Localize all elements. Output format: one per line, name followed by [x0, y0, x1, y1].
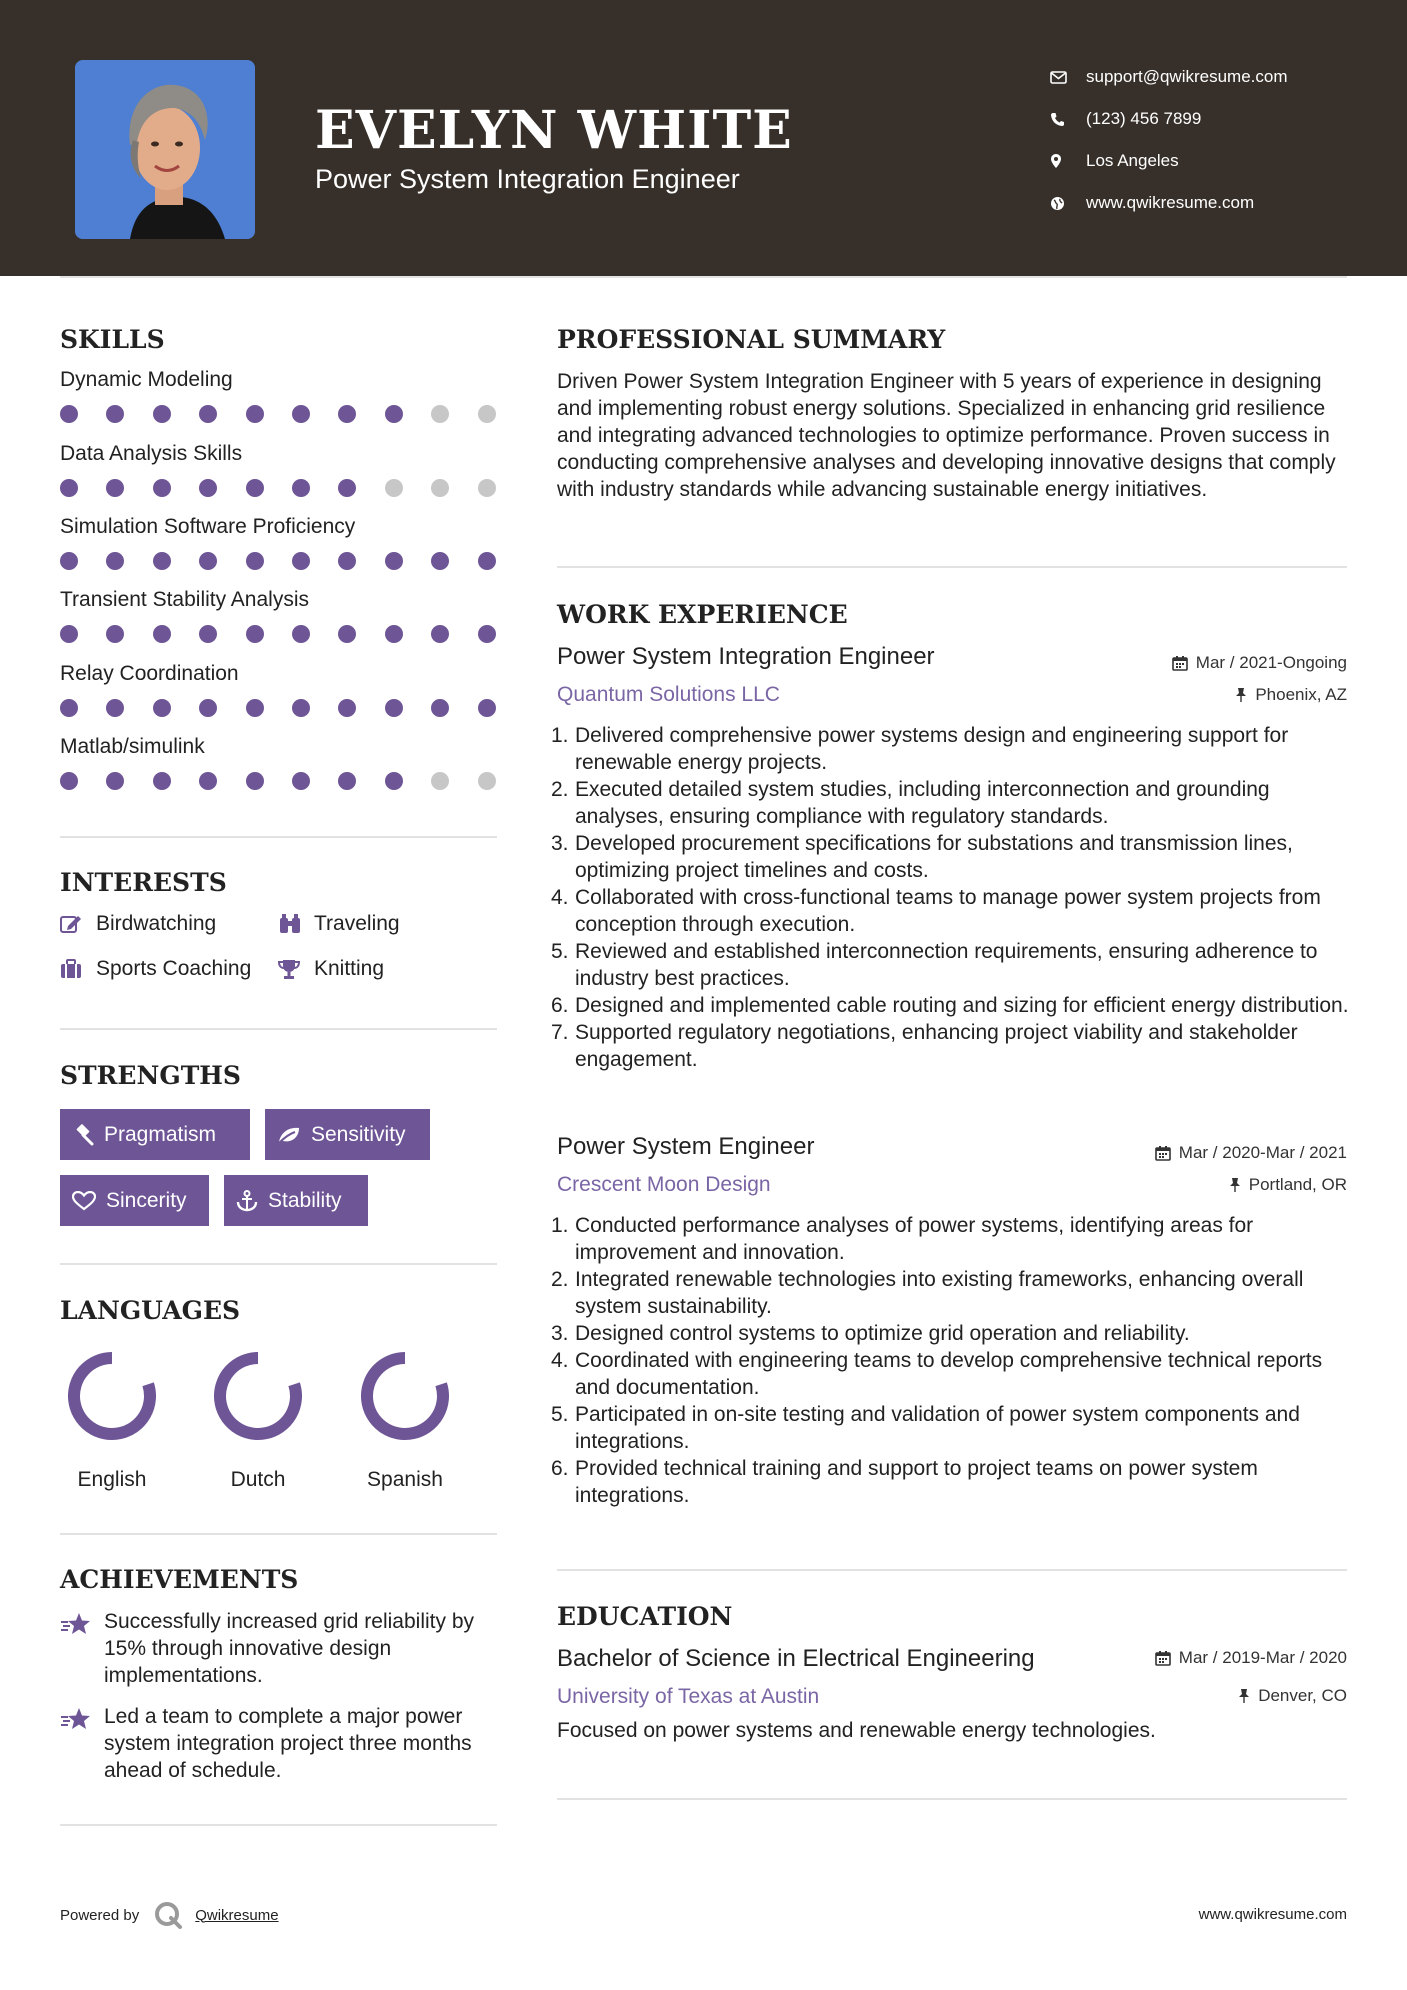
- skill-dot-filled: [338, 552, 356, 570]
- skill-dot-filled: [60, 405, 78, 423]
- footer-powered-by: [60, 1900, 279, 1930]
- skill-name: Transient Stability Analysis: [60, 588, 309, 611]
- binoculars-icon: [278, 914, 314, 934]
- candidate-name: EVELYN WHITE: [315, 100, 793, 161]
- skill-dot-filled: [199, 625, 217, 643]
- contact-website[interactable]: [1050, 182, 1288, 224]
- interest-label: Birdwatching: [96, 912, 217, 935]
- skill-dot-filled: [292, 405, 310, 423]
- achievement-text: Led a team to complete a major power system integration project three months ahead of schedule.: [104, 1705, 472, 1782]
- gavel-icon: [72, 1124, 94, 1146]
- skill-dot-filled: [106, 552, 124, 570]
- language-item: [193, 1348, 323, 1492]
- skill-dot-empty: [478, 405, 496, 423]
- star-icon: [60, 1608, 104, 1689]
- leaf-icon: [277, 1126, 301, 1144]
- skill-name: Simulation Software Proficiency: [60, 515, 356, 538]
- section-divider: [557, 566, 1347, 568]
- skill-dot-filled: [478, 552, 496, 570]
- footer-website[interactable]: www.qwikresume.com: [1198, 1906, 1347, 1923]
- language-name: Spanish: [367, 1468, 443, 1491]
- skill-dot-filled: [199, 479, 217, 497]
- skill-dot-empty: [431, 479, 449, 497]
- skill-dot-filled: [385, 625, 403, 643]
- skill-dot-filled: [60, 699, 78, 717]
- thumbtack-icon: [1238, 1688, 1250, 1704]
- briefcase-icon: [60, 959, 96, 979]
- skill-dot-filled: [60, 625, 78, 643]
- language-gauge: [64, 1348, 160, 1444]
- contact-email-text: support@qwikresume.com: [1086, 67, 1288, 86]
- skill-dot-filled: [246, 625, 264, 643]
- skill-dot-filled: [106, 405, 124, 423]
- qwikresume-logo-icon: [153, 1900, 183, 1930]
- skill-dot-filled: [106, 699, 124, 717]
- skill-dot-empty: [431, 772, 449, 790]
- bullet-item: 5. Reviewed and established interconnection requirements, ensuring adherence to industry best practices.: [551, 940, 1318, 990]
- skill-dot-filled: [431, 625, 449, 643]
- skill-dot-filled: [60, 552, 78, 570]
- skill-dot-filled: [153, 699, 171, 717]
- job-dates-text: Mar / 2020-Mar / 2021: [1178, 1143, 1347, 1162]
- edit-icon: [60, 914, 96, 934]
- candidate-title: Power System Integration Engineer: [315, 164, 740, 194]
- job-location-text: Phoenix, AZ: [1255, 685, 1347, 704]
- anchor-icon: [236, 1190, 258, 1212]
- bullet-item: 5. Participated in on-site testing and validation of power system components and integrations.: [551, 1403, 1300, 1453]
- resume-header: [0, 0, 1407, 276]
- skill-name: Dynamic Modeling: [60, 368, 233, 391]
- bullet-item: 7. Supported regulatory negotiations, enhancing project viability and stakeholder engagement.: [551, 1021, 1298, 1071]
- heart-icon: [72, 1191, 96, 1211]
- strength-label: Stability: [268, 1188, 342, 1212]
- strengths-heading: STRENGTHS: [60, 1061, 241, 1090]
- header-divider: [60, 276, 1347, 278]
- skill-dot-filled: [153, 772, 171, 790]
- education-location-text: Denver, CO: [1258, 1686, 1347, 1705]
- achievement-item: [60, 1608, 500, 1689]
- contact-phone-text: (123) 456 7899: [1086, 109, 1202, 128]
- language-name: Dutch: [230, 1468, 286, 1491]
- section-divider: [60, 1028, 497, 1030]
- skill-name: Relay Coordination: [60, 662, 239, 685]
- bullet-item: 3. Designed control systems to optimize grid operation and reliability.: [551, 1322, 1190, 1345]
- bullet-item: 6. Provided technical training and support to project teams on power system integrations.: [551, 1457, 1258, 1507]
- skill-dot-filled: [106, 772, 124, 790]
- degree-title: Bachelor of Science in Electrical Engineering: [557, 1645, 1035, 1672]
- skill-dot-filled: [431, 552, 449, 570]
- strength-label: Sincerity: [106, 1188, 187, 1212]
- skill-dot-filled: [338, 625, 356, 643]
- skill-dot-filled: [153, 405, 171, 423]
- envelope-icon: [1050, 71, 1086, 84]
- skill-dot-filled: [292, 625, 310, 643]
- strength-tag: [224, 1175, 368, 1226]
- summary-text: Driven Power System Integration Engineer with 5 years of experience in designing and implementing robust energy solutions. Specialized in enhancing grid resilience and integrating advanced technologies to optimize performance. Proven success in conducting comprehensive analyses and developing innovative designs that comply with industry standards while advancing sustainable energy initiatives.: [557, 370, 1336, 501]
- contact-website-text: www.qwikresume.com: [1086, 193, 1255, 212]
- trophy-icon: [278, 959, 314, 979]
- interest-label: Sports Coaching: [96, 957, 252, 980]
- job-bullets: [551, 722, 1357, 1073]
- skill-dot-filled: [338, 405, 356, 423]
- skill-dot-filled: [199, 405, 217, 423]
- skill-dot-empty: [478, 772, 496, 790]
- skill-dot-filled: [246, 699, 264, 717]
- portrait-image: [75, 60, 255, 239]
- skill-dot-filled: [338, 772, 356, 790]
- strength-label: Pragmatism: [104, 1122, 217, 1146]
- job-location-text: Portland, OR: [1248, 1175, 1347, 1194]
- bullet-item: 3. Developed procurement specifications for substations and transmission lines, optimizing project timelines and costs.: [551, 832, 1293, 882]
- bullet-item: 1. Conducted performance analyses of power systems, identifying areas for improvement and innovation.: [551, 1214, 1254, 1264]
- skill-dot-filled: [292, 479, 310, 497]
- skill-dot-filled: [153, 479, 171, 497]
- qwikresume-link[interactable]: Qwikresume: [195, 1906, 279, 1924]
- skill-dot-filled: [292, 772, 310, 790]
- skill-dot-filled: [60, 772, 78, 790]
- language-item: [340, 1348, 470, 1492]
- job-title: Power System Integration Engineer: [557, 643, 935, 670]
- skill-rating: [60, 405, 500, 423]
- skill-dot-filled: [385, 405, 403, 423]
- section-divider: [60, 1824, 497, 1826]
- skill-dot-filled: [246, 552, 264, 570]
- job-title: Power System Engineer: [557, 1133, 815, 1160]
- job-dates-text: Mar / 2021-Ongoing: [1195, 653, 1347, 672]
- contact-phone[interactable]: [1050, 98, 1288, 140]
- bullet-item: 2. Integrated renewable technologies into existing frameworks, enhancing overall system sustainability.: [551, 1268, 1304, 1318]
- strength-tag: [265, 1109, 430, 1160]
- skill-dot-filled: [246, 479, 264, 497]
- achievement-item: [60, 1703, 500, 1784]
- contact-email[interactable]: [1050, 56, 1288, 98]
- skill-dot-empty: [431, 405, 449, 423]
- interest-label: Traveling: [314, 912, 400, 935]
- skill-name: Matlab/simulink: [60, 735, 205, 758]
- language-gauge: [357, 1348, 453, 1444]
- skill-dot-filled: [153, 625, 171, 643]
- section-divider: [60, 1533, 497, 1535]
- skill-dot-filled: [431, 699, 449, 717]
- company-name: Crescent Moon Design: [557, 1173, 771, 1196]
- interest-label: Knitting: [314, 957, 385, 980]
- map-marker-icon: [1050, 153, 1086, 169]
- job-dates: [1155, 1143, 1347, 1163]
- job-dates: [1172, 653, 1347, 673]
- calendar-icon: [1155, 1145, 1171, 1161]
- bullet-item: 4. Collaborated with cross-functional teams to manage power system projects from conception through execution.: [551, 886, 1321, 936]
- skill-rating: [60, 772, 500, 790]
- strength-tag: [60, 1175, 209, 1226]
- skill-rating: [60, 625, 500, 643]
- calendar-icon: [1155, 1650, 1171, 1666]
- skill-rating: [60, 699, 500, 717]
- company-name: Quantum Solutions LLC: [557, 683, 780, 706]
- education-dates-text: Mar / 2019-Mar / 2020: [1178, 1648, 1347, 1667]
- skill-dot-filled: [106, 625, 124, 643]
- skill-dot-empty: [385, 479, 403, 497]
- skill-dot-filled: [106, 479, 124, 497]
- languages-heading: LANGUAGES: [60, 1296, 241, 1325]
- contact-list: [1050, 56, 1288, 224]
- education-heading: EDUCATION: [557, 1602, 733, 1631]
- language-gauge: [210, 1348, 306, 1444]
- powered-by-text: Powered by: [60, 1906, 140, 1924]
- bullet-item: 4. Coordinated with engineering teams to develop comprehensive technical reports and documentation.: [551, 1349, 1323, 1399]
- contact-location: [1050, 140, 1288, 182]
- skill-dot-filled: [385, 772, 403, 790]
- calendar-icon: [1172, 655, 1188, 671]
- skill-dot-filled: [478, 699, 496, 717]
- thumbtack-icon: [1229, 1177, 1241, 1193]
- skill-dot-filled: [292, 699, 310, 717]
- strength-label: Sensitivity: [311, 1122, 406, 1146]
- skill-dot-filled: [246, 772, 264, 790]
- language-item: [47, 1348, 177, 1492]
- profile-photo: [75, 60, 255, 239]
- skill-dot-filled: [60, 479, 78, 497]
- skill-dot-filled: [478, 625, 496, 643]
- star-icon: [60, 1703, 104, 1784]
- skill-dot-filled: [338, 699, 356, 717]
- skill-name: Data Analysis Skills: [60, 442, 243, 465]
- section-divider: [557, 1569, 1347, 1571]
- section-divider: [60, 1263, 497, 1265]
- skill-dot-filled: [246, 405, 264, 423]
- bullet-item: 6. Designed and implemented cable routing and sizing for efficient energy distribution.: [551, 994, 1349, 1017]
- job-bullets: [551, 1212, 1357, 1509]
- skill-dot-filled: [199, 699, 217, 717]
- interest-item: [60, 957, 251, 981]
- strength-tag: [60, 1109, 250, 1160]
- interest-item: [60, 912, 216, 936]
- skill-rating: [60, 552, 500, 570]
- phone-icon: [1050, 112, 1086, 127]
- experience-heading: WORK EXPERIENCE: [557, 600, 848, 629]
- education-location: [1238, 1686, 1347, 1706]
- interest-item: [278, 957, 384, 981]
- interests-heading: INTERESTS: [60, 868, 227, 897]
- skill-dot-filled: [385, 552, 403, 570]
- interest-item: [278, 912, 400, 936]
- contact-location-text: Los Angeles: [1086, 151, 1179, 170]
- achievements-heading: ACHIEVEMENTS: [60, 1565, 299, 1594]
- skills-heading: SKILLS: [60, 325, 165, 354]
- language-name: English: [77, 1468, 147, 1491]
- achievement-text: Successfully increased grid reliability by 15% through innovative design implementations.: [104, 1610, 474, 1687]
- skill-dot-filled: [292, 552, 310, 570]
- education-dates: [1155, 1648, 1347, 1668]
- thumbtack-icon: [1235, 687, 1247, 703]
- bullet-item: 1. Delivered comprehensive power systems design and engineering support for renewable energy projects.: [551, 724, 1289, 774]
- education-description: Focused on power systems and renewable energy technologies.: [557, 1719, 1156, 1742]
- section-divider: [557, 1798, 1347, 1800]
- school-name: University of Texas at Austin: [557, 1685, 820, 1708]
- skill-dot-filled: [199, 772, 217, 790]
- skill-dot-filled: [338, 479, 356, 497]
- section-divider: [60, 836, 497, 838]
- skill-rating: [60, 479, 500, 497]
- skill-dot-filled: [153, 552, 171, 570]
- job-location: [1235, 685, 1347, 705]
- bullet-item: 2. Executed detailed system studies, including interconnection and grounding analyses, ensuring compliance with regulatory standards.: [551, 778, 1270, 828]
- skill-dot-empty: [478, 479, 496, 497]
- summary-heading: PROFESSIONAL SUMMARY: [557, 325, 946, 354]
- job-location: [1229, 1175, 1347, 1195]
- globe-icon: [1050, 196, 1086, 211]
- skill-dot-filled: [385, 699, 403, 717]
- skill-dot-filled: [199, 552, 217, 570]
